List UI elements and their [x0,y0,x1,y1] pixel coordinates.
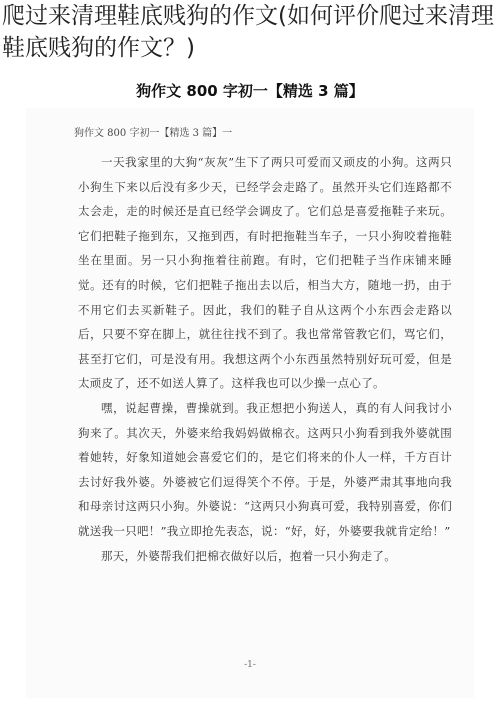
page-number: -1- [244,660,256,670]
paragraph-3: 那天，外婆帮我们把棉衣做好以后，抱着一只小狗走了。 [101,548,396,563]
page-subtitle: 狗作文 800 字初一【精选 3 篇】一 [74,128,233,139]
document-title: 狗作文 800 字初一【精选 3 篇】 [136,82,364,100]
essay-body [78,150,452,568]
paragraph-1: 一天我家里的大狗“灰灰”生下了两只可爱而又顽皮的小狗。这两只小狗生下来以后没有多少天，已经学会走路了。虽然开头它们连路都不太会走，走的时候还是直已经学会调皮了。它们总是喜爱拖鞋子来玩。它们把鞋子拖到东，又拖到西，有时把拖鞋当车子，一只小狗咬着拖鞋坐在里面。另一只小狗拖着往前跑。有时，它们把鞋子当作床铺来睡觉。还有的时候，它们把鞋子拖出去以后，相当大方，随地一扔，由于不用它们去买新鞋子。因此，我们的鞋子自从这两个小东西会走路以后，只要不穿在脚上，就往往找不到了。我也常常管教它们，骂它们，甚至打它们，可是没有用。我想这两个小东西虽然特别好玩可爱，但是太顽皮了，还不如送人算了。这样我也可以少操一点心了。 [78,155,452,391]
paragraph-2: 嘿，说起曹操，曹操就到。我正想把小狗送人，真的有人问我讨小狗来了。其次天，外婆来给我妈妈做棉衣。这两只小狗看到我外婆就围着她转，好象知道她会喜爱它们的，是它们将来的仆人一样，千方百计去讨好我外婆。外婆被它们逗得笑个不停。于是，外婆严肃其事地向我和母亲讨这两只小狗。外婆说：“这两只小狗真可爱，我特别喜爱，你们就送我一只吧！”我立即抢先表态，说：“好，好，外婆要我就肯定给！” [78,400,452,538]
scanned-page [26,108,474,698]
article-headline: 爬过来清理鞋底贱狗的作文(如何评价爬过来清理鞋底贱狗的作文？) [2,3,494,61]
